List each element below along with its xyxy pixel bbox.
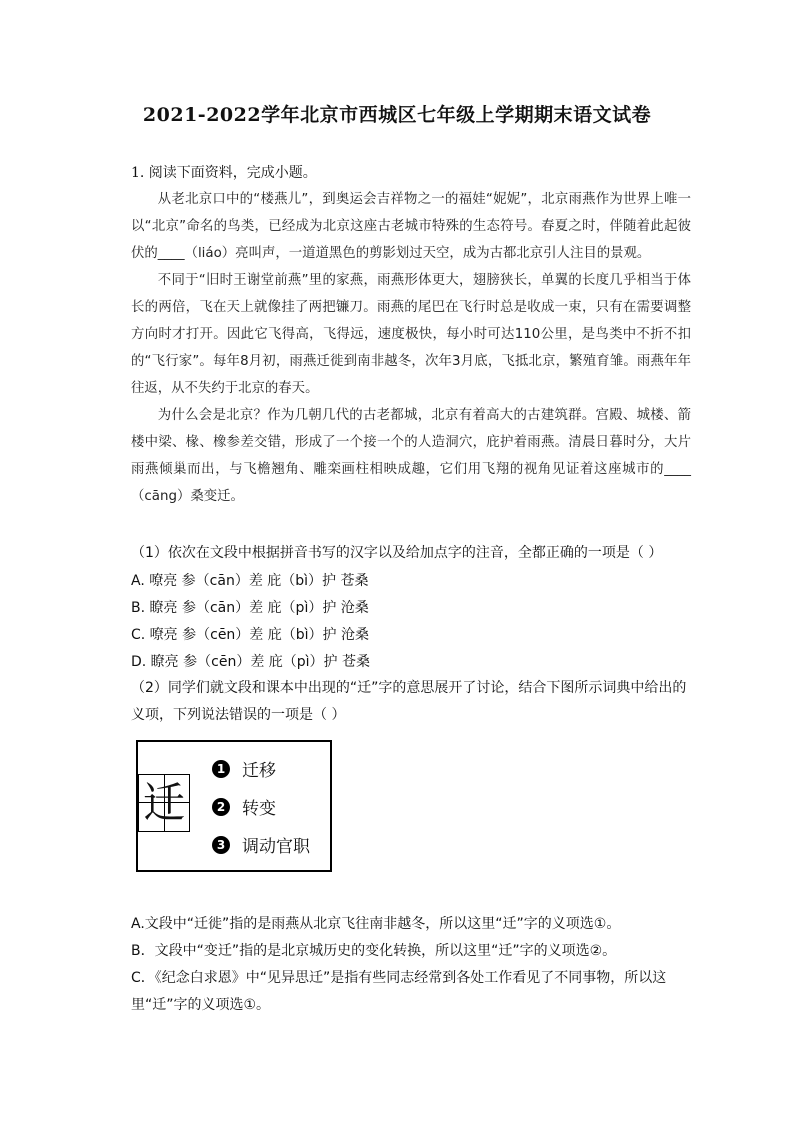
option-b: B．文段中“变迁”指的是北京城历史的变化转换，所以这里“迁”字的义项选②。: [131, 943, 617, 959]
page-title: 2021-2022学年北京市西城区七年级上学期期末语文试卷: [142, 104, 652, 126]
option-a: A.文段中“迁徙”指的是雨燕从北京飞往南非越冬，所以这里“迁”字的义项选①。: [131, 916, 621, 932]
sense-number-badge: 2: [212, 798, 230, 816]
dictionary-entry: [136, 740, 332, 872]
option-a: A. 嘹亮 参（cān）差 庇（bì）护 苍桑: [131, 573, 369, 589]
reading-passage: [131, 186, 691, 510]
option-c: C．《纪念白求恩》中“见异思迁”是指有些同志经常到各处工作看见了不同事物，所以这里“迁”字的义项选①。: [131, 970, 667, 1013]
dictionary-character: 迁: [142, 778, 185, 827]
dictionary-sense: [212, 756, 276, 781]
sense-number-badge: 3: [212, 836, 230, 854]
question-heading: 1. 阅读下面资料，完成小题。: [131, 165, 317, 181]
sub-question-1-stem: （1）依次在文段中根据拼音书写的汉字以及给加点字的注音，全都正确的一项是（ ）: [131, 545, 663, 561]
option-b: B. 瞭亮 参（cān）差 庇（pì）护 沧桑: [131, 600, 369, 616]
sense-number-badge: 1: [212, 760, 230, 778]
option-d: D. 瞭亮 参（cēn）差 庇（pì）护 苍桑: [131, 654, 370, 670]
sense-text: 转变: [242, 799, 276, 819]
passage-paragraph: 从老北京口中的“楼燕儿”，到奥运会吉祥物之一的福娃“妮妮”，北京雨燕作为世界上唯一以“北京”命名的鸟类，已经成为北京这座古老城市特殊的生态符号。春夏之时，伴随着此起彼伏的____（liáo）亮叫声，一道道黑色的剪影划过天空，成为古都北京引人注目的景观。: [131, 192, 691, 261]
passage-paragraph: 不同于“旧时王谢堂前燕”里的家燕，雨燕形体更大，翅膀狭长，单翼的长度几乎相当于体长的两倍，飞在天上就像挂了两把镰刀。雨燕的尾巴在飞行时总是收成一束，只有在需要调整方向时才打开。因此它飞得高，飞得远，速度极快，每小时可达110公里，是鸟类中不折不扣的“飞行家”。每年8月初，雨燕迁徙到南非越冬，次年3月底，飞抵北京，繁殖育雏。雨燕年年往返，从不失约于北京的春天。: [131, 273, 691, 396]
sense-text: 调动官职: [242, 837, 310, 857]
dictionary-sense: [212, 832, 310, 857]
sub-question-2-stem: （2）同学们就文段和课本中出现的“迁”字的意思展开了讨论，结合下图所示词典中给出的义项，下列说法错误的一项是（ ）: [131, 680, 687, 723]
passage-paragraph: 为什么会是北京？作为几朝几代的古老都城，北京有着高大的古建筑群。宫殿、城楼、箭楼中梁、椽、橡参差交错，形成了一个接一个的人造洞穴，庇护着雨燕。清晨日暮时分，大片雨燕倾巢而出，与飞檐翘角、雕栾画柱相映成趣，它们用飞翔的视角见证着这座城市的____（cāng）桑变迁。: [131, 408, 691, 504]
sense-text: 迁移: [242, 761, 276, 781]
option-c: C. 嘹亮 参（cēn）差 庇（bì）护 沧桑: [131, 627, 369, 643]
dictionary-sense: [212, 794, 276, 819]
